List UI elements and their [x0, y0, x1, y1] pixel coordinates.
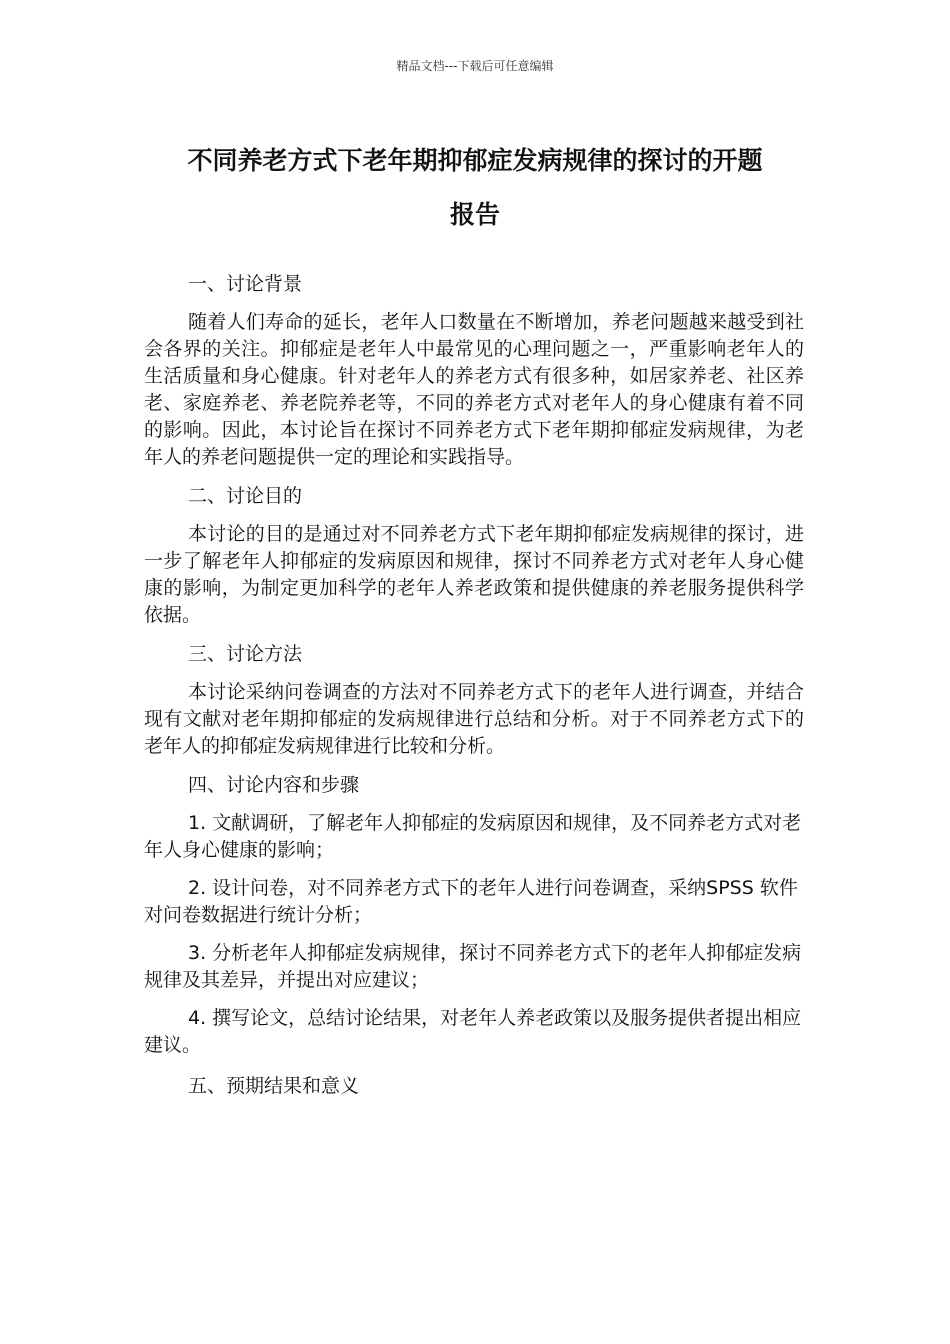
document-body	[144, 268, 804, 1111]
section-paragraph-purpose: 本讨论的目的是通过对不同养老方式下老年期抑郁症发病规律的探讨，进一步了解老年人抑郁症的发病原因和规律，探讨不同养老方式对老年人身心健康的影响，为制定更加科学的老年人养老政策和提供健康的养老服务提供科学依据。	[144, 523, 804, 626]
page-header: 精品文档---下载后可任意编辑	[396, 59, 554, 73]
step-item-3: 3. 分析老年人抑郁症发病规律，探讨不同养老方式下的老年人抑郁症发病规律及其差异，并提出对应建议；	[144, 942, 802, 991]
section-heading-purpose: 二、讨论目的	[188, 485, 303, 507]
section-heading-results: 五、预期结果和意义	[188, 1075, 360, 1097]
section-heading-background: 一、讨论背景	[188, 273, 303, 295]
document-title-line-2: 报告	[449, 200, 500, 229]
document-title-line-1: 不同养老方式下老年期抑郁症发病规律的探讨的开题	[187, 146, 763, 175]
step-item-2: 2. 设计问卷，对不同养老方式下的老年人进行问卷调查，采纳SPSS 软件对问卷数据进行统计分析；	[144, 877, 798, 926]
step-item-4: 4. 撰写论文，总结讨论结果，对老年人养老政策以及服务提供者提出相应建议。	[144, 1007, 802, 1056]
section-paragraph-method: 本讨论采纳问卷调查的方法对不同养老方式下的老年人进行调查，并结合现有文献对老年期抑郁症的发病规律进行总结和分析。对于不同养老方式下的老年人的抑郁症发病规律进行比较和分析。	[144, 681, 804, 757]
document-title	[140, 134, 810, 242]
step-item-1: 1. 文献调研，了解老年人抑郁症的发病原因和规律，及不同养老方式对老年人身心健康的影响；	[144, 812, 802, 861]
section-heading-method: 三、讨论方法	[188, 643, 303, 665]
section-heading-steps: 四、讨论内容和步骤	[188, 774, 360, 796]
section-paragraph-background: 随着人们寿命的延长，老年人口数量在不断增加，养老问题越来越受到社会各界的关注。抑郁症是老年人中最常见的心理问题之一，严重影响老年人的生活质量和身心健康。针对老年人的养老方式有很多种，如居家养老、社区养老、家庭养老、养老院养老等，不同的养老方式对老年人的身心健康有着不同的影响。因此，本讨论旨在探讨不同养老方式下老年期抑郁症发病规律，为老年人的养老问题提供一定的理论和实践指导。	[144, 311, 804, 468]
